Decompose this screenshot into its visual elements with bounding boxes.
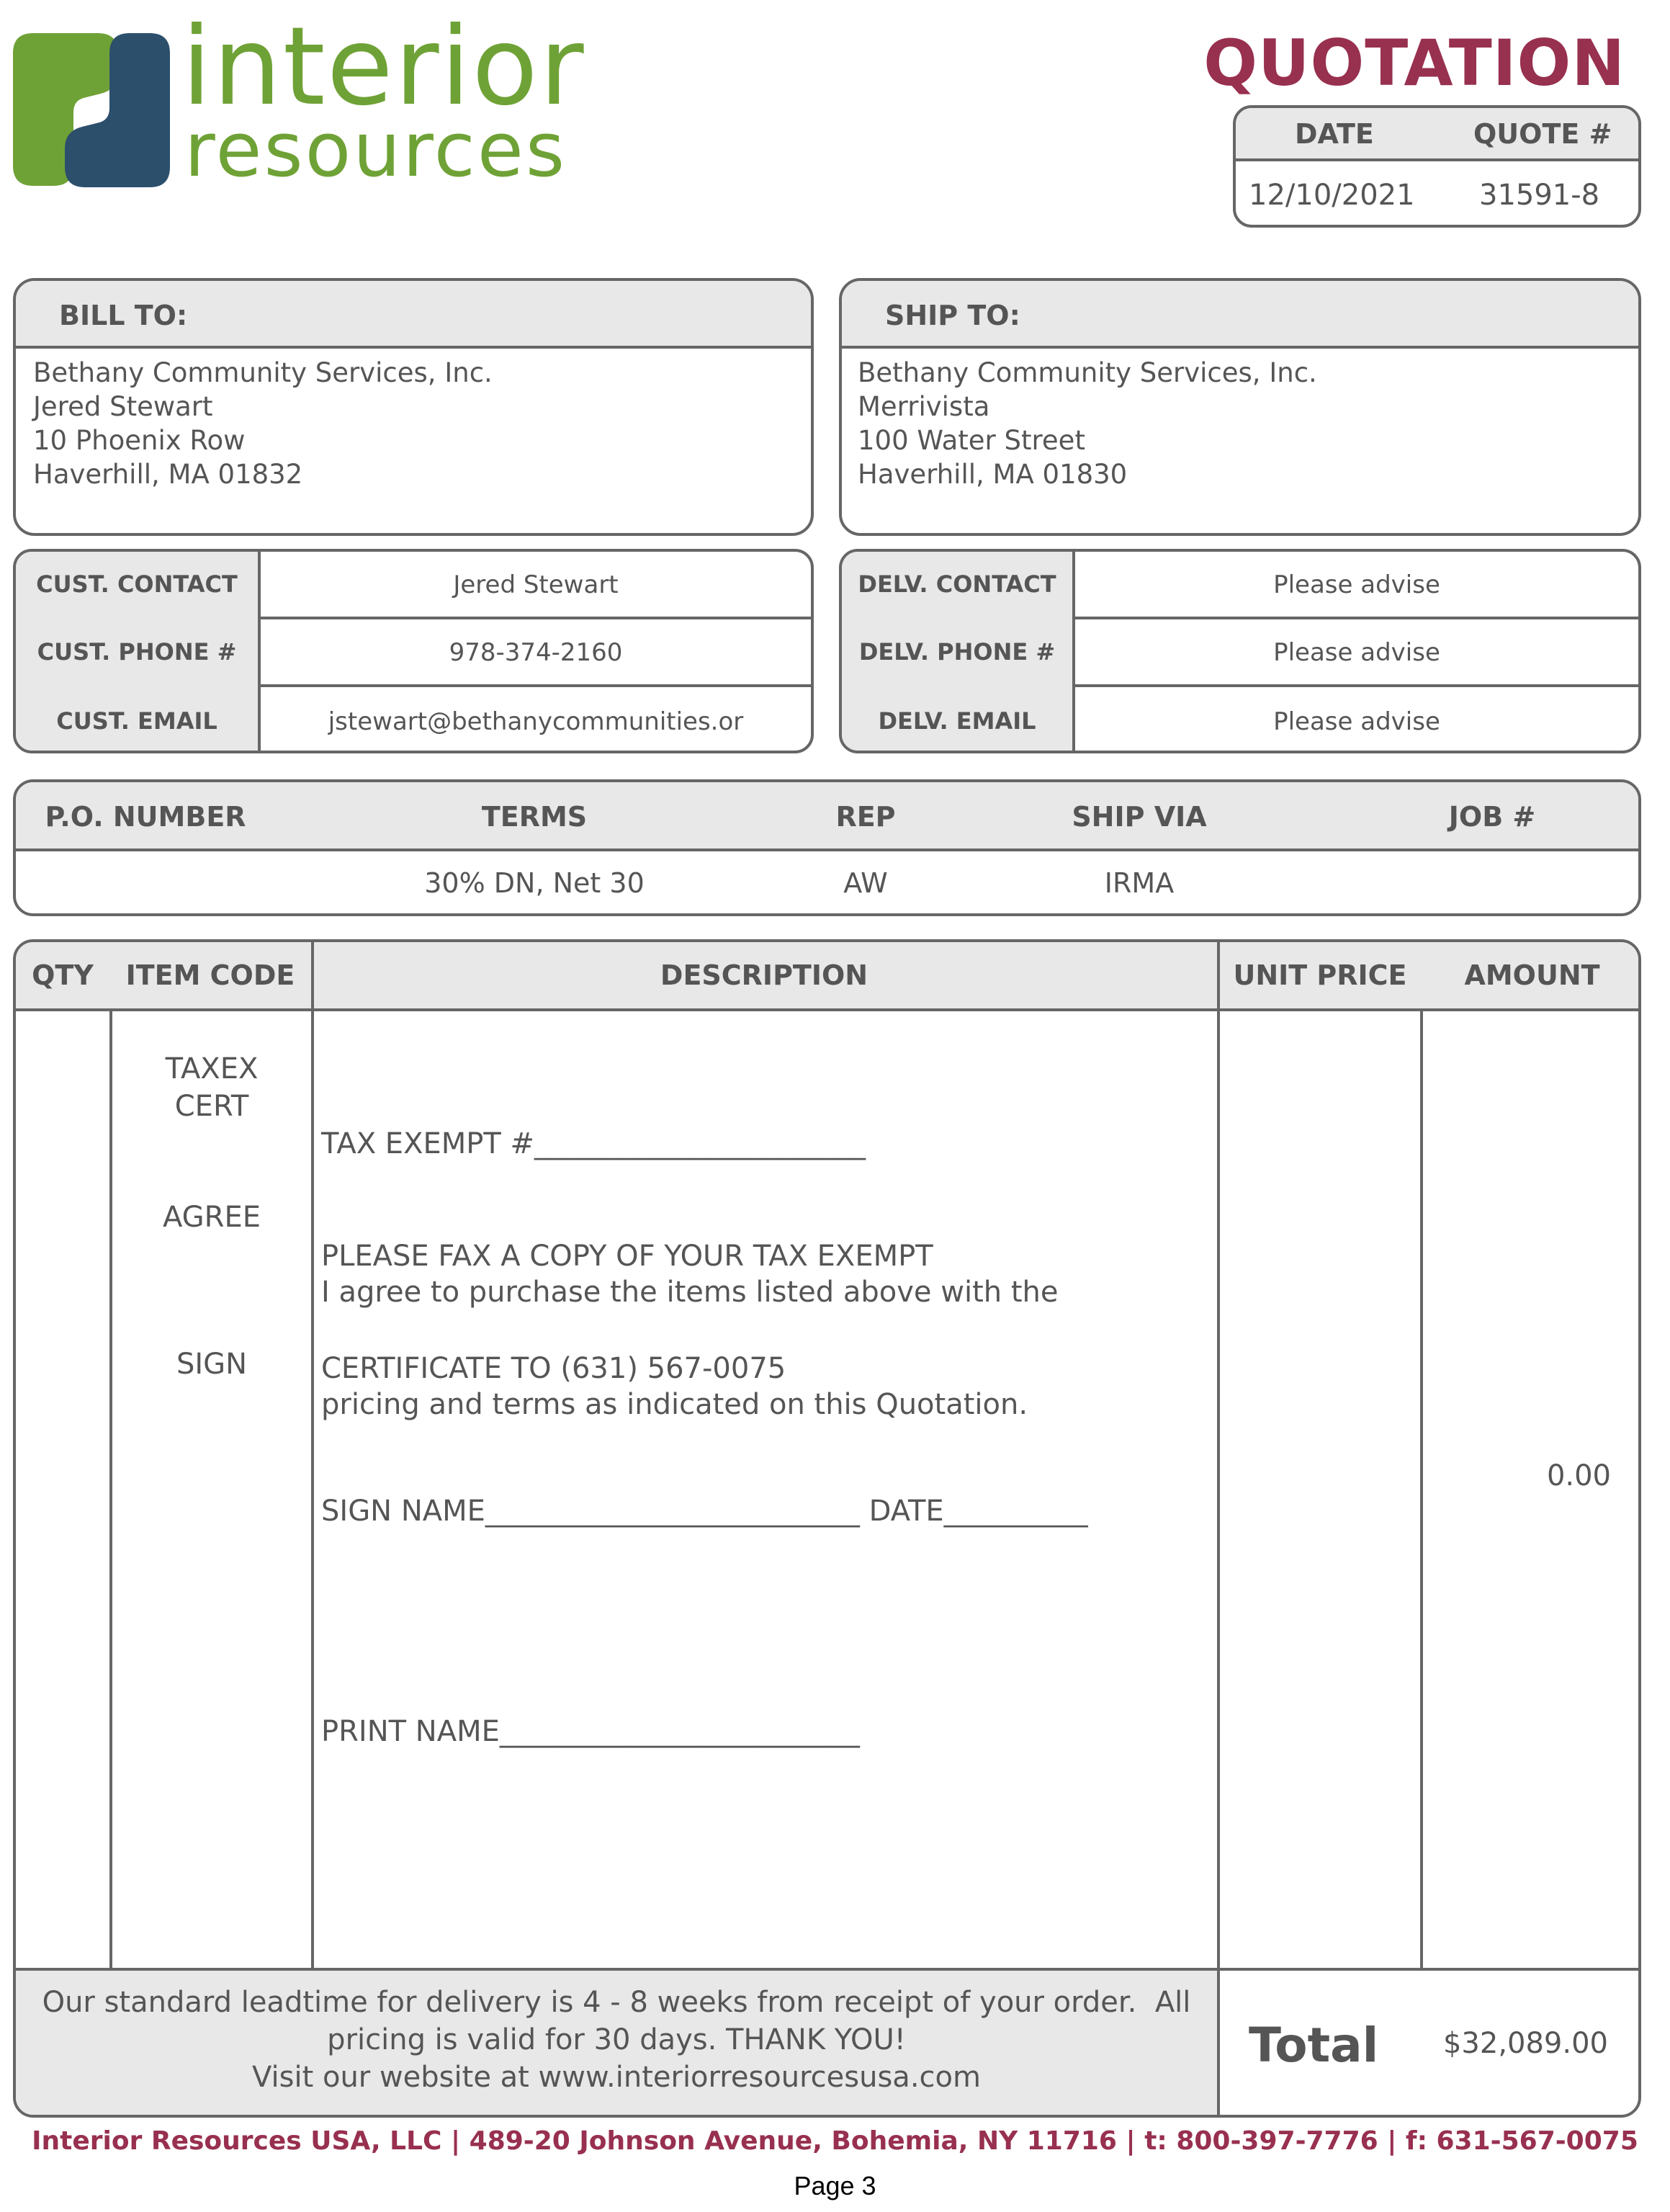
rep-label: REP bbox=[835, 801, 896, 833]
quote-number-label: QUOTE # bbox=[1473, 118, 1612, 150]
ship-to-line: 100 Water Street bbox=[858, 425, 1085, 456]
delv-email-label: DELV. EMAIL bbox=[878, 707, 1036, 735]
item-code-line: SIGN bbox=[176, 1348, 248, 1381]
ship-to-line: Haverhill, MA 01830 bbox=[858, 459, 1128, 490]
ship-to-box bbox=[839, 278, 1641, 536]
item-code-header: ITEM CODE bbox=[125, 959, 295, 991]
note-line: pricing is valid for 30 days. THANK YOU! bbox=[327, 2023, 906, 2056]
bill-to-line: Bethany Community Services, Inc. bbox=[33, 357, 493, 388]
cust-contact-label: CUST. CONTACT bbox=[36, 570, 238, 598]
cust-email-value: jstewart@bethanycommunities.or bbox=[328, 707, 744, 736]
quote-date: 12/10/2021 bbox=[1249, 179, 1415, 212]
cust-phone-label: CUST. PHONE # bbox=[37, 638, 237, 666]
bill-to-line: Jered Stewart bbox=[33, 391, 213, 422]
item-code bbox=[112, 1199, 311, 1236]
line-amount: 0.00 bbox=[1546, 1459, 1611, 1492]
description-line: PRINT NAME_________________________ bbox=[321, 1715, 860, 1748]
job-number-label: JOB # bbox=[1448, 801, 1536, 833]
cust-email-label: CUST. EMAIL bbox=[56, 707, 217, 735]
item-code-line: CERT bbox=[174, 1090, 249, 1123]
page-number: Page 3 bbox=[794, 2171, 876, 2200]
total-value: $32,089.00 bbox=[1442, 2027, 1608, 2060]
customer-contact-box bbox=[13, 549, 814, 753]
ship-to-address bbox=[858, 356, 1317, 491]
bill-to-heading: BILL TO: bbox=[59, 300, 188, 331]
item-code-line: AGREE bbox=[163, 1201, 261, 1234]
item-code bbox=[112, 1050, 311, 1125]
ship-via-value: IRMA bbox=[1104, 867, 1175, 899]
description-line: I agree to purchase the items listed above with the bbox=[321, 1276, 1059, 1309]
ship-via-label: SHIP VIA bbox=[1072, 801, 1207, 833]
delv-email-value: Please advise bbox=[1273, 707, 1440, 736]
amount-header: AMOUNT bbox=[1464, 959, 1600, 991]
date-label: DATE bbox=[1295, 118, 1374, 150]
bill-to-box bbox=[13, 278, 814, 536]
order-info-box bbox=[13, 779, 1641, 916]
terms-value: 30% DN, Net 30 bbox=[424, 867, 645, 899]
qty-header: QTY bbox=[32, 959, 94, 991]
quote-number: 31591-8 bbox=[1479, 179, 1600, 212]
ship-to-heading: SHIP TO: bbox=[885, 300, 1020, 331]
company-contact-line: Interior Resources USA, LLC | 489-20 Johnson Avenue, Bohemia, NY 11716 | t: 800-397-7776 | f: 631-567-0075 bbox=[32, 2126, 1638, 2156]
delv-contact-value: Please advise bbox=[1273, 570, 1440, 599]
description-line: pricing and terms as indicated on this Quotation. bbox=[321, 1388, 1028, 1421]
leadtime-note bbox=[16, 1984, 1217, 2096]
logo-mark-icon bbox=[13, 33, 179, 187]
unit-price-header: UNIT PRICE bbox=[1233, 959, 1407, 991]
bill-to-line: Haverhill, MA 01832 bbox=[33, 459, 303, 490]
cust-contact-value: Jered Stewart bbox=[453, 570, 619, 599]
note-line: Our standard leadtime for delivery is 4 - 8 weeks from receipt of your order. All bbox=[42, 1986, 1191, 2019]
ship-to-line: Bethany Community Services, Inc. bbox=[858, 357, 1317, 388]
description-line: SIGN NAME__________________________ DATE__________ bbox=[321, 1495, 1088, 1528]
items-table bbox=[13, 939, 1641, 2118]
description-header: DESCRIPTION bbox=[660, 959, 868, 991]
date-quote-box bbox=[1233, 105, 1641, 228]
document-title: QUOTATION bbox=[1203, 26, 1625, 100]
item-description bbox=[321, 1345, 1088, 1897]
delv-phone-value: Please advise bbox=[1273, 638, 1440, 667]
note-line: Visit our website at www.interiorresourcesusa.com bbox=[252, 2061, 981, 2094]
ship-to-line: Merrivista bbox=[858, 391, 990, 422]
bill-to-address bbox=[33, 356, 493, 491]
item-code bbox=[112, 1345, 311, 1383]
logo-text-resources: resources bbox=[184, 106, 567, 194]
delivery-contact-box bbox=[839, 549, 1641, 753]
rep-value: AW bbox=[843, 867, 888, 899]
logo-text-interior: interior bbox=[181, 4, 585, 130]
terms-label: TERMS bbox=[481, 801, 588, 833]
cust-phone-value: 978-374-2160 bbox=[449, 638, 623, 667]
po-number-label: P.O. NUMBER bbox=[45, 801, 246, 833]
description-line: PLEASE FAX A COPY OF YOUR TAX EXEMPT bbox=[321, 1240, 933, 1273]
delv-contact-label: DELV. CONTACT bbox=[858, 570, 1056, 598]
description-line: TAX EXEMPT #_______________________ bbox=[321, 1127, 866, 1160]
delv-phone-label: DELV. PHONE # bbox=[858, 638, 1056, 666]
bill-to-line: 10 Phoenix Row bbox=[33, 425, 246, 456]
total-label: Total bbox=[1249, 2018, 1379, 2073]
description-line: CERTIFICATE TO (631) 567-0075 bbox=[321, 1352, 786, 1385]
item-code-line: TAXEX bbox=[165, 1052, 259, 1085]
company-logo bbox=[13, 4, 589, 194]
